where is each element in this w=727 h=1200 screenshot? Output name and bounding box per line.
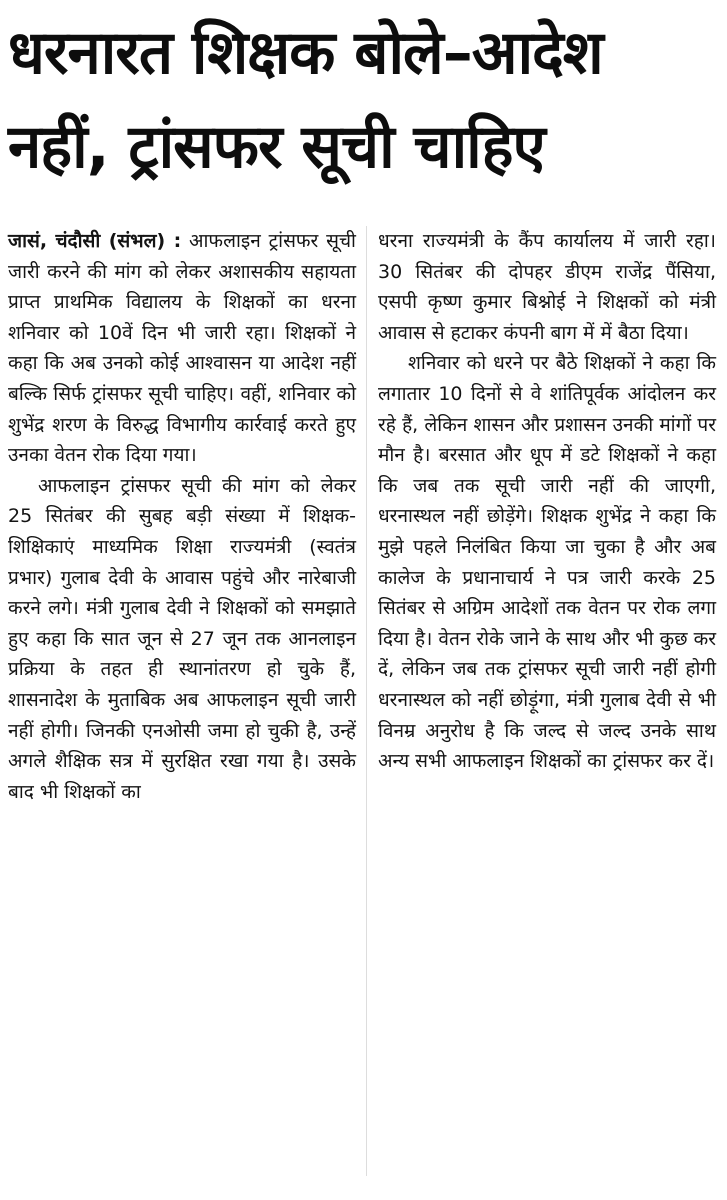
headline: [8, 6, 720, 194]
headline-line-1: धरनारत शिक्षक बोले–आदेश: [8, 18, 603, 88]
article-paragraph-1: [8, 226, 356, 471]
article-paragraph-4: शनिवार को धरने पर बैठे शिक्षकों ने कहा कि लगातार 10 दिनों से वे शांतिपूर्वक आंदोलन कर रहे हैं, लेकिन शासन और प्रशासन उनकी मांगों पर मौन है। बरसात और धूप में डटे शिक्षकों ने कहा कि जब तक सूची जारी नहीं की जाएगी, धरनास्थल नहीं छोड़ेंगे। शिक्षक शुभेंद्र ने कहा कि मुझे पहले निलंबित किया जा चुका है और अब कालेज के प्रधानाचार्य ने पत्र जारी करके 25 सितंबर से अग्रिम आदेशों तक वेतन पर रोक लगा दिया है। वेतन रोके जाने के साथ और भी कुछ कर दें, लेकिन जब तक ट्रांसफर सूची जारी नहीं होगी धरनास्थल को नहीं छोड़ूंगा, मंत्री गुलाब देवी से भी विनम्र अनुरोध है कि जल्द से जल्द उनके साथ अन्य सभी आफलाइन शिक्षकों का ट्रांसफर कर दें।: [378, 352, 716, 773]
column-divider: [366, 226, 367, 1176]
article-paragraph-3: धरना राज्यमंत्री के कैंप कार्यालय में जारी रहा। 30 सितंबर की दोपहर डीएम राजेंद्र पैंसिया, एसपी कृष्ण कुमार बिश्नोई ने शिक्षकों को मंत्री आवास से हटाकर कंपनी बाग में में बैठा दिया।: [378, 230, 716, 344]
article-column-right: [378, 226, 716, 777]
article-paragraph-2: आफलाइन ट्रांसफर सूची की मांग को लेकर 25 सितंबर की सुबह बड़ी संख्या में शिक्षक-शिक्षिकाएं माध्यमिक शिक्षा राज्यमंत्री (स्वतंत्र प्रभार) गुलाब देवी के आवास पहुंचे और नारेबाजी करने लगे। मंत्री गुलाब देवी ने शिक्षकों को समझाते हुए कहा कि सात जून से 27 जून तक आनलाइन प्रक्रिया के तहत ही स्थानांतरण हो चुके हैं, शासनादेश के मुताबिक अब आफलाइन सूची जारी नहीं होगी। जिनकी एनओसी जमा हो चुकी है, उन्हें अगले शैक्षिक सत्र में सुरक्षित रखा गया है। उसके बाद भी शिक्षकों का: [8, 474, 356, 803]
dateline: जासं, चंदौसी (संभल) :: [8, 230, 182, 252]
article-paragraph-1-text: आफलाइन ट्रांसफर सूची जारी करने की मांग को लेकर अशासकीय सहायता प्राप्त प्राथमिक विद्यालय के शिक्षकों का धरना शनिवार को 10वें दिन भी जारी रहा। शिक्षकों ने कहा कि अब उनको कोई आश्वासन या आदेश नहीं बल्कि सिर्फ ट्रांसफर सूची चाहिए। वहीं, शनिवार को शुभेंद्र शरण के विरुद्ध विभागीय कार्रवाई करते हुए उनका वेतन रोक दिया गया।: [8, 230, 356, 467]
article-column-left: [8, 226, 356, 807]
headline-line-2: नहीं, ट्रांसफर सूची चाहिए: [8, 112, 545, 182]
